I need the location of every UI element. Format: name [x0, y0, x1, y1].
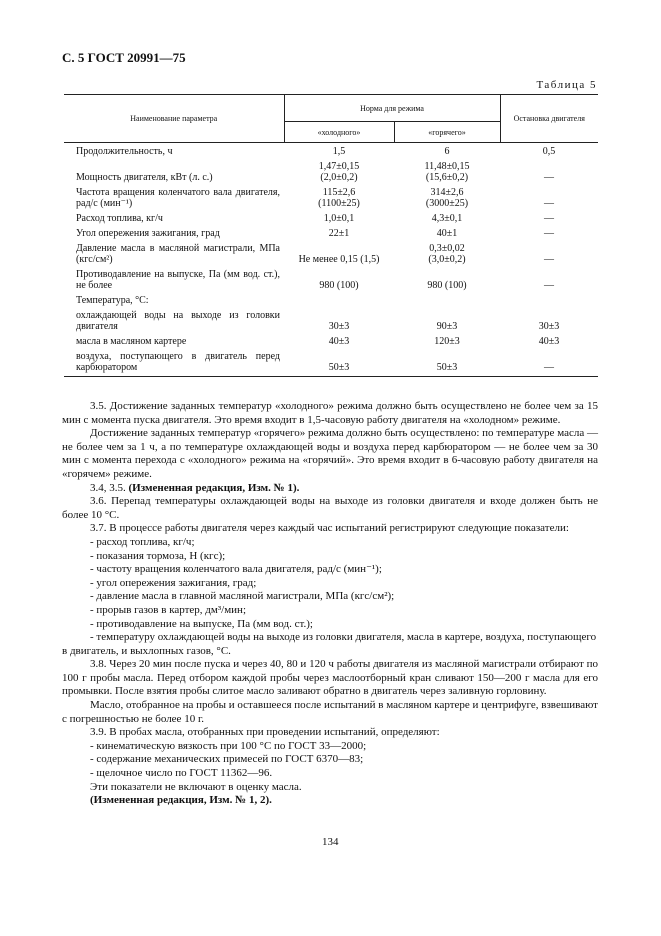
param-cell: Частота вращения коленчатого вала двигателя, рад/с (мин⁻¹)	[76, 187, 280, 209]
table-row	[64, 309, 598, 335]
cold-value-cell: 50±3	[328, 362, 350, 373]
page-header: С. 5 ГОСТ 20991—75	[62, 50, 186, 65]
col-cold-header: «холодного»	[284, 122, 394, 143]
hot-value-cell	[394, 294, 500, 309]
hot-value-cell: 6	[444, 146, 450, 157]
stop-value-cell: —	[544, 198, 554, 209]
list-item: - кинематическую вязкость при 100 °С по ГОСТ 33—2000;	[90, 739, 367, 752]
table-row	[64, 335, 598, 350]
table-row	[64, 143, 598, 161]
param-cell: Давление масла в масляной магистрали, МПа (кгс/см²)	[76, 243, 280, 265]
list-item: - частоту вращения коленчатого вала двигателя, рад/с (мин⁻¹);	[90, 563, 382, 576]
param-cell: охлаждающей воды на выходе из головки двигателя	[76, 310, 280, 332]
list-item: - противодавление на выпуске, Па (мм вод. ст.);	[90, 617, 313, 630]
paragraph-3-5: 3.5. Достижение заданных температур «холодного» режима должно быть осуществлено не более чем за 15 мин с момента пуска двигателя. Это время входит в 1,5-часовую работу двигателя на «холодном» режиме.	[62, 400, 598, 426]
cold-value-cell: 22±1	[328, 228, 350, 239]
param-cell: Противодавление на выпуске, Па (мм вод. ст.), не более	[76, 269, 280, 291]
paragraph-3-5-hot: Достижение заданных температур «горячего» режима должно быть осуществлено: по температуре масла — не более чем за 1 ч, а по температуре охлаждающей воды и воздуха перед карбюратором — не более чем за 30 мин с момента перехода с «холодного» режима на «горячий». Это время входит в 6-часовую работу двигателя на «горячем» режиме.	[62, 427, 598, 480]
col-param-header: Наименование параметра	[64, 95, 284, 143]
cold-value-cell: 1,0±0,1	[323, 213, 355, 224]
list-item: - щелочное число по ГОСТ 11362—96.	[90, 767, 273, 780]
table-row	[64, 212, 598, 227]
cold-value-cell: 1,47±0,15 (2,0±0,2)	[318, 161, 360, 183]
paragraph-3-6: 3.6. Перепад температуры охлаждающей воды на выходе из головки двигателя и входе должен быть не более 10 °С.	[62, 495, 598, 521]
list-item: - угол опережения зажигания, град;	[90, 576, 257, 589]
list-item: - давление масла в главной масляной магистрали, МПа (кгс/см²);	[90, 590, 395, 603]
hot-value-cell: 4,3±0,1	[431, 213, 463, 224]
paragraph-3-9-note: Эти показатели не включают в оценку масла.	[90, 780, 302, 793]
hot-value-cell: 314±2,6 (3000±25)	[425, 187, 469, 209]
list-3-9	[90, 740, 598, 781]
stop-value-cell: —	[544, 172, 554, 183]
table-row	[64, 160, 598, 186]
cold-value-cell: 40±3	[328, 336, 350, 347]
table-row	[64, 268, 598, 294]
stop-value-cell: —	[544, 228, 554, 239]
paragraph-3-8-weigh: Масло, отобранное на пробы и оставшееся после испытаний в масляном картере и центрифуге, взвешивают с погрешностью не более 10 г.	[62, 699, 598, 725]
stop-value-cell: —	[544, 362, 554, 373]
hot-value-cell: 120±3	[434, 336, 460, 347]
list-item: - прорыв газов в картер, дм³/мин;	[90, 603, 247, 616]
hot-value-cell: 0,3±0,02 (3,0±0,2)	[428, 243, 466, 265]
list-item: - расход топлива, кг/ч;	[90, 535, 195, 548]
stop-value-cell: —	[544, 213, 554, 224]
amendment-clauses: 3.4, 3.5.	[90, 481, 126, 494]
param-cell: масла в масляном картере	[76, 336, 187, 347]
param-cell: воздуха, поступающего в двигатель перед карбюратором	[76, 351, 280, 373]
table-row	[64, 242, 598, 268]
table-row	[64, 294, 598, 309]
cold-value-cell	[284, 294, 394, 309]
table-row	[64, 186, 598, 212]
col-stop-header: Остановка двигателя	[513, 114, 585, 123]
param-cell: Угол опережения зажигания, град	[76, 228, 220, 239]
table-caption: Таблица 5	[536, 79, 597, 91]
stop-value-cell	[500, 294, 598, 309]
document-body	[62, 400, 598, 808]
param-cell: Мощность двигателя, кВт (л. с.)	[76, 172, 213, 183]
param-cell: Продолжительность, ч	[76, 146, 173, 157]
amendment-text: (Измененная редакция, Изм. № 1).	[128, 481, 300, 494]
table-row	[64, 350, 598, 377]
list-3-7	[62, 535, 598, 658]
cold-value-cell: 115±2,6 (1100±25)	[318, 187, 360, 209]
hot-value-cell: 11,48±0,15 (15,6±0,2)	[424, 161, 470, 183]
hot-value-cell: 50±3	[436, 362, 458, 373]
param-cell: Температура, °С:	[76, 295, 149, 306]
cold-value-cell: Не менее 0,15 (1,5)	[298, 254, 380, 265]
cold-value-cell: 1,5	[332, 146, 346, 157]
hot-value-cell: 40±1	[436, 228, 458, 239]
param-cell: Расход топлива, кг/ч	[76, 213, 163, 224]
page-number: 134	[322, 836, 339, 848]
stop-value-cell: 0,5	[542, 146, 556, 157]
cold-value-cell: 30±3	[328, 321, 350, 332]
stop-value-cell: —	[544, 280, 554, 291]
col-hot-header: «горячего»	[394, 122, 500, 143]
paragraph-3-8: 3.8. Через 20 мин после пуска и через 40, 80 и 120 ч работы двигателя из масляной магистрали отбирают по 100 г пробы масла. Перед отбором каждой пробы через маслоотборный кран сливают 150—200 г масла для его промывки. После взятия пробы слитое масло заливают обратно в двигатель через заливную горловину.	[62, 658, 598, 698]
stop-value-cell: 40±3	[538, 336, 560, 347]
stop-value-cell: —	[544, 254, 554, 265]
paragraph-3-9: 3.9. В пробах масла, отобранных при проведении испытаний, определяют:	[90, 726, 440, 739]
list-item: - температуру охлаждающей воды на выходе из головки двигателя, масла в картере, воздуха, поступающего в двигатель, и выхлопных газов, °С.	[62, 631, 597, 657]
hot-value-cell: 90±3	[436, 321, 458, 332]
paragraph-3-7: 3.7. В процессе работы двигателя через каждый час испытаний регистрируют следующие показатели:	[90, 522, 569, 535]
parameters-table	[64, 94, 598, 377]
cold-value-cell: 980 (100)	[319, 280, 359, 291]
list-item: - содержание механических примесей по ГОСТ 6370—83;	[90, 753, 364, 766]
hot-value-cell: 980 (100)	[427, 280, 467, 291]
amendment-note-2: (Измененная редакция, Изм. № 1, 2).	[90, 794, 272, 807]
table-row	[64, 227, 598, 242]
amendment-note-1	[62, 482, 598, 496]
col-norm-header: Норма для режима	[284, 95, 500, 122]
list-item: - показания тормоза, Н (кгс);	[90, 549, 226, 562]
stop-value-cell: 30±3	[538, 321, 560, 332]
